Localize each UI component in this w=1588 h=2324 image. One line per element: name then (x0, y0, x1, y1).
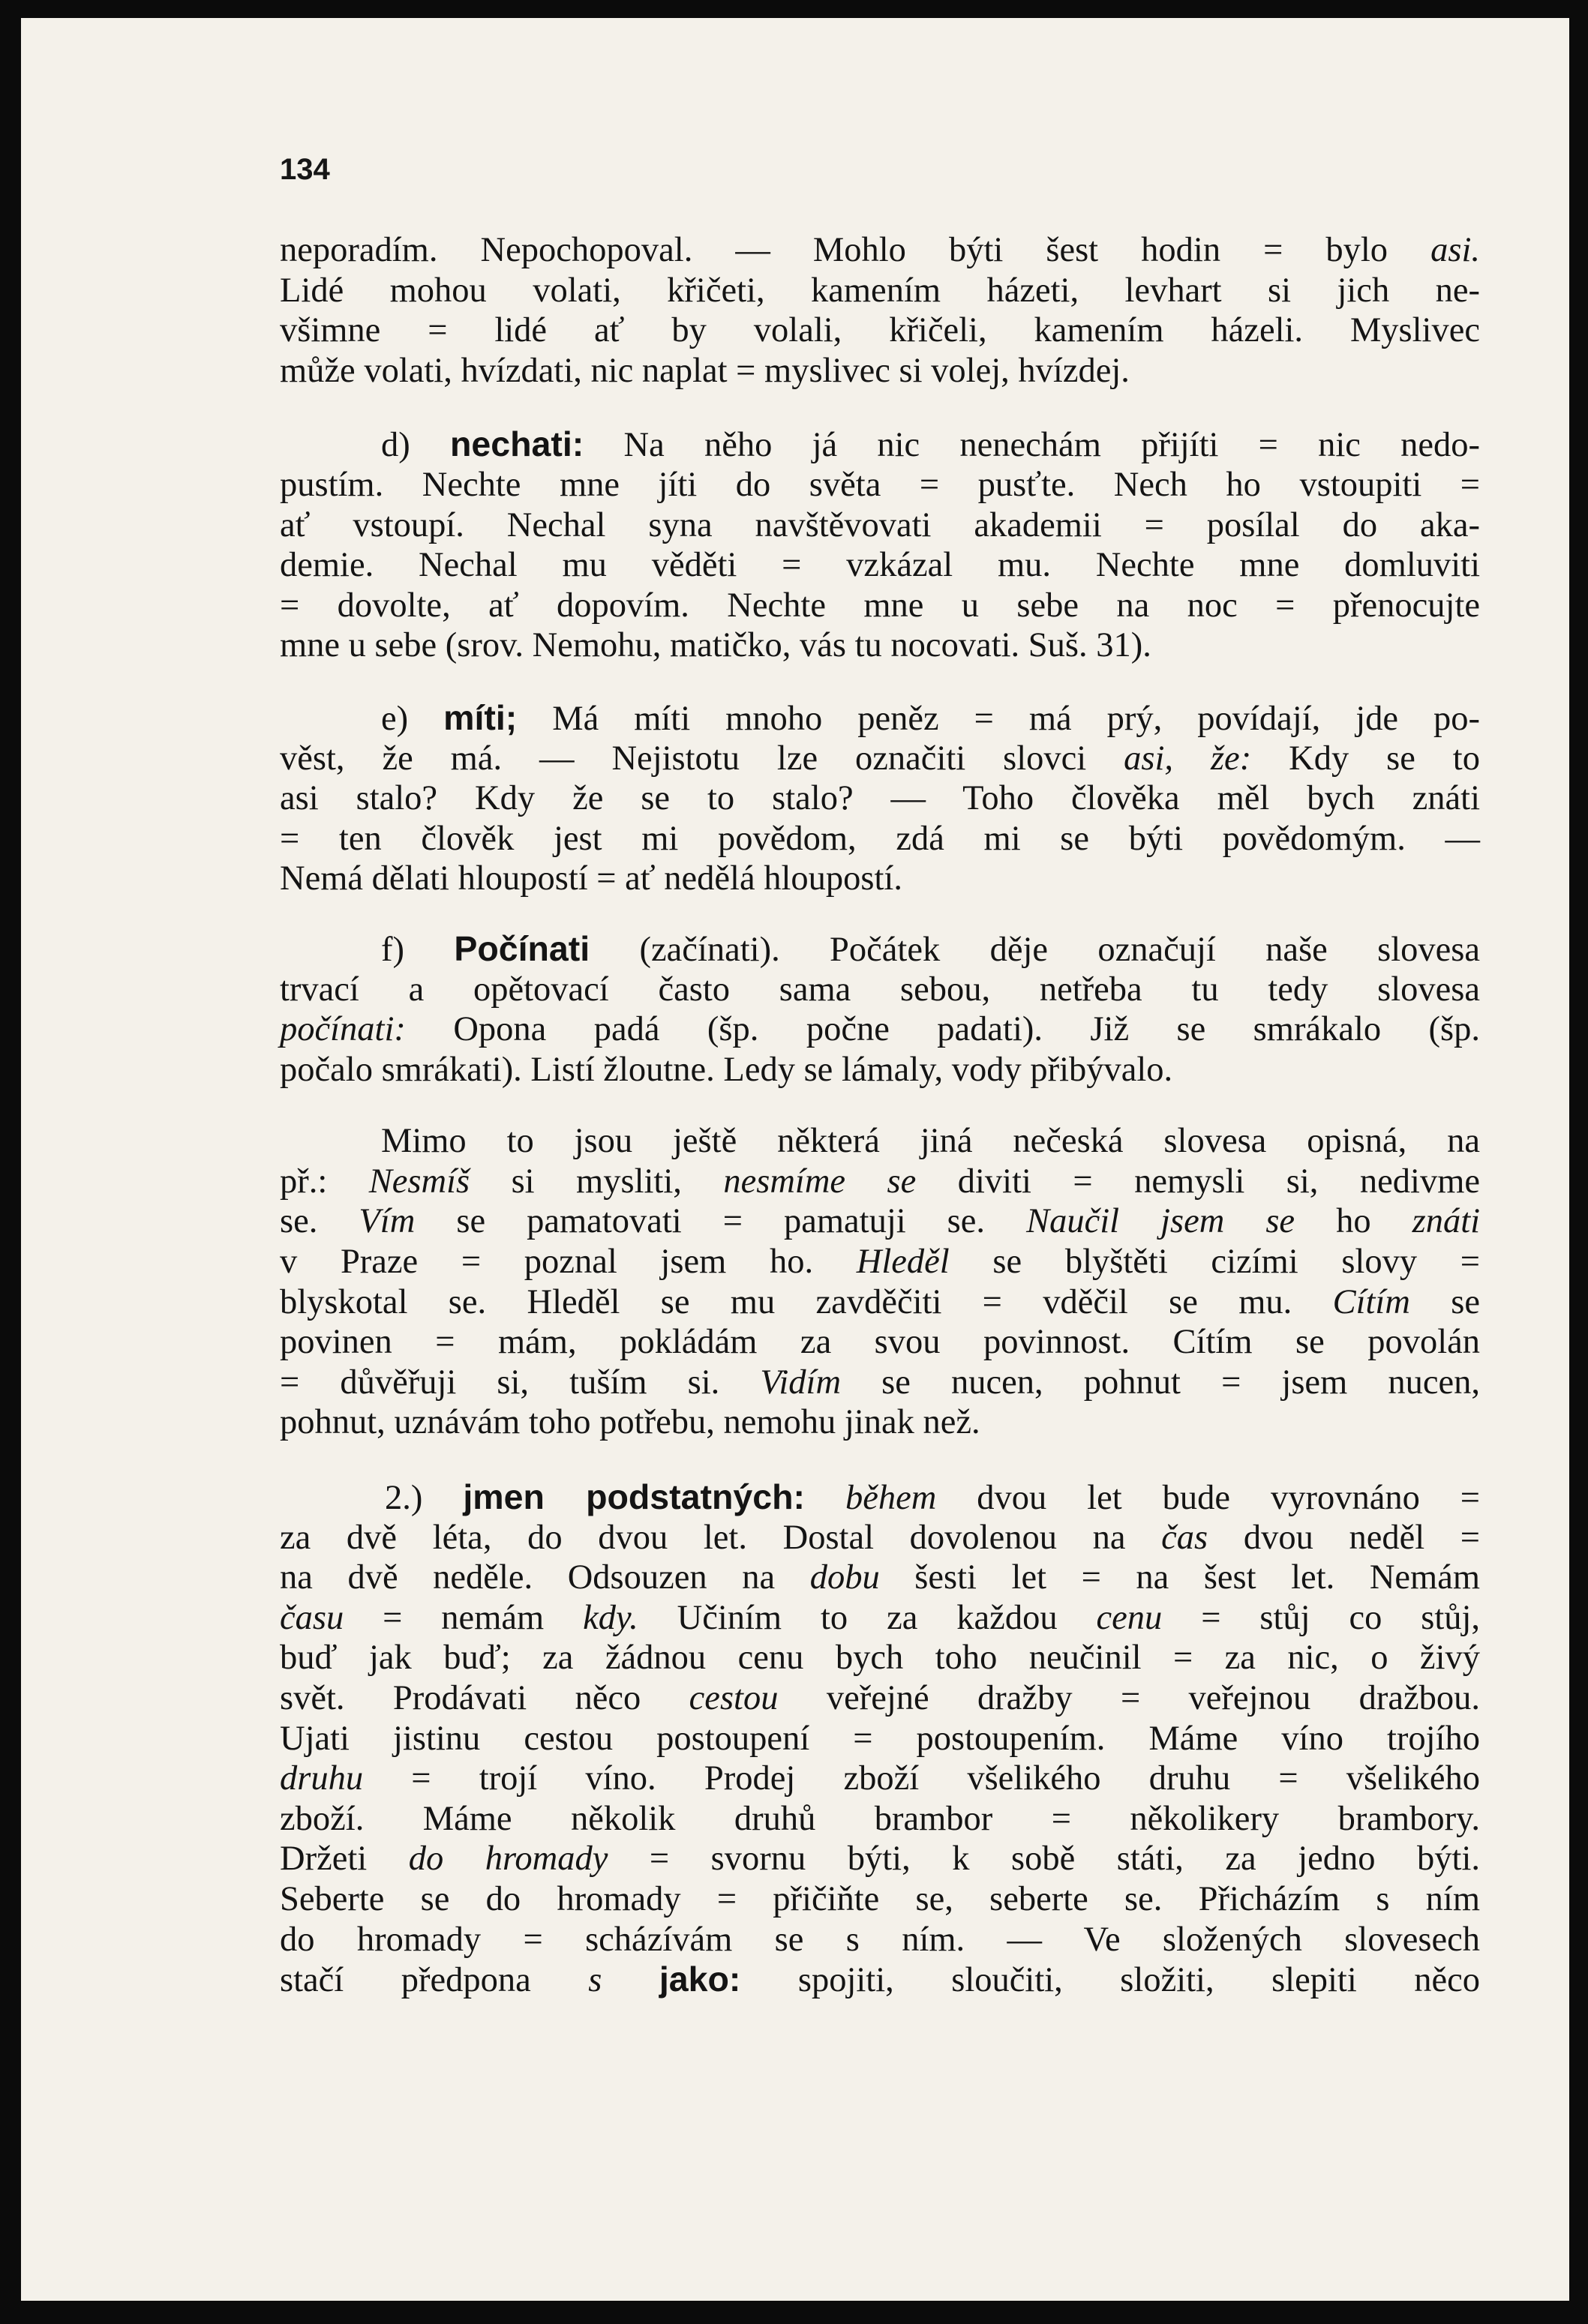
text-line: se. Vím se pamatovati = pamatuji se. Naučil jsem se ho znáti (280, 1202, 1481, 1241)
text-line: počalo smrákati). Listí žloutne. Ledy se lámaly, vody přibývalo. (280, 1050, 1173, 1089)
text-line: ať vstoupí. Nechal syna navštěvovati akademii = posílal do aka- (280, 505, 1480, 544)
example-word: Nesmíš (368, 1162, 470, 1201)
example-word: Hleděl (856, 1243, 950, 1282)
text-line: d) nechati: Na něho já nic nenechám přijíti = nic nedo- (381, 424, 1481, 465)
text-line: povinen = mám, pokládám za svou povinnost. Cítím se povolán (280, 1323, 1480, 1362)
paragraph-pocinati (280, 929, 1480, 1090)
text-line: může volati, hvízdati, nic naplat = myslivec si volej, hvízdej. (280, 351, 1130, 390)
text-line: demie. Nechal mu věděti = vzkázal mu. Nechte mne domluviti (280, 546, 1480, 585)
text-line: všimne = lidé ať by volali, křičeli, kamením házeli. Myslivec (280, 311, 1480, 350)
text-line: Ujati jistinu cestou postoupení = postoupením. Máme víno trojího (280, 1719, 1480, 1758)
text-line: pustím. Nechte mne jíti do světa = pusťte. Nech ho vstoupiti = (280, 465, 1480, 504)
example-word: asi, že: (1124, 739, 1252, 778)
text-line: mne u sebe (srov. Nemohu, matičko, vás tu nocovati. Suš. 31). (280, 626, 1151, 665)
section-heading: míti; (443, 697, 518, 737)
example-word: cestou (689, 1679, 779, 1717)
example-word: s (588, 1961, 602, 2000)
example-word: času (280, 1598, 344, 1637)
text-line: Lidé mohou volati, křičeti, kamením házeti, levhart si jich ne- (280, 271, 1480, 310)
example-word: druhu (280, 1759, 364, 1798)
text-line: e) míti; Má míti mnoho peněz = má prý, povídají, jde po- (381, 697, 1480, 738)
paragraph-jmen-podstatnych (280, 1477, 1480, 2000)
example-word: dobu (809, 1558, 880, 1597)
text-line: f) Počínati (začínati). Počátek děje označují naše slovesa (381, 928, 1481, 969)
text-line: druhu = trojí víno. Prodej zboží všelikého druhu = všelikého (280, 1759, 1481, 1798)
text-line: = dovolte, ať dopovím. Nechte mne u sebe na noc = přenocujte (280, 586, 1480, 625)
example-word: do hromady (408, 1840, 608, 1879)
page-body (280, 230, 1480, 2000)
example-word: kdy. (583, 1598, 638, 1637)
section-heading: jmen podstatných: (463, 1477, 806, 1517)
example-word: znáti (1412, 1202, 1481, 1241)
text-line: v Praze = poznal jsem ho. Hleděl se blyštěti cizími slovy = (280, 1243, 1480, 1282)
example-word: asi. (1430, 231, 1480, 269)
paragraph-miti (280, 698, 1480, 899)
text-line: př.: Nesmíš si mysliti, nesmíme se diviti = nemysli si, nedivme (280, 1162, 1480, 1201)
text-line: Nemá dělati hloupostí = ať nedělá hloupostí. (280, 859, 902, 898)
example-word: Vidím (760, 1363, 842, 1402)
text-line: asi stalo? Kdy že se to stalo? — Toho člověka měl bych znáti (280, 779, 1480, 818)
text-line: na dvě neděle. Odsouzen na dobu šesti let = na šest let. Nemám (280, 1558, 1481, 1597)
text-line: Držeti do hromady = svornu býti, k sobě státi, za jedno býti. (280, 1840, 1481, 1879)
paragraph-nechati (280, 424, 1480, 666)
text-line: Mimo to jsou ještě některá jiná nečeská slovesa opisná, na (381, 1122, 1480, 1161)
example-word: Vím (359, 1202, 416, 1241)
text-line: času = nemám kdy. Učiním to za každou cenu = stůj co stůj, (280, 1598, 1481, 1637)
paragraph-1 (280, 230, 1480, 391)
example-word: cenu (1096, 1598, 1163, 1637)
text-line: stačí předpona s jako: spojiti, sloučiti, složiti, slepiti něco (280, 1960, 1481, 2000)
example-word: počínati: (280, 1010, 406, 1049)
emphasis-word: jako: (659, 1960, 741, 1999)
text-line: zboží. Máme několik druhů brambor = několikery brambory. (280, 1799, 1480, 1838)
example-word: během (845, 1479, 937, 1518)
text-line: za dvě léta, do dvou let. Dostal dovolenou na čas dvou neděl = (280, 1518, 1481, 1557)
text-line: věst, že má. — Nejistotu lze označiti slovci asi, že: Kdy se to (280, 739, 1480, 778)
text-line: blyskotal se. Hleděl se mu zavděčiti = vděčil se mu. Cítím se (280, 1282, 1481, 1321)
text-line: svět. Prodávati něco cestou veřejné dražby = veřejnou dražbou. (280, 1679, 1481, 1717)
text-line: pohnut, uznávám toho potřebu, nemohu jinak než. (280, 1403, 980, 1442)
example-word: čas (1161, 1518, 1208, 1557)
text-line: neporadím. Nepochopoval. — Mohlo býti šest hodin = bylo asi. (280, 231, 1480, 269)
example-word: Naučil jsem se (1026, 1202, 1295, 1241)
text-line: trvací a opětovací často sama sebou, netřeba tu tedy slovesa (280, 970, 1480, 1009)
page-number: 134 (280, 153, 330, 186)
scanned-page (21, 18, 1569, 2301)
example-word: Cítím (1332, 1282, 1410, 1321)
text-line: = důvěřuji si, tuším si. Vidím se nucen, pohnut = jsem nucen, (280, 1363, 1481, 1402)
text-line: počínati: Opona padá (šp. počne padati). Již se smrákalo (šp. (280, 1010, 1481, 1049)
section-heading: Počínati (454, 928, 590, 968)
section-heading: nechati: (449, 424, 584, 464)
text-line: do hromady = scházívám se s ním. — Ve složených slovesech (280, 1920, 1480, 1959)
text-line: 2.) jmen podstatných: během dvou let bude vyrovnáno = (385, 1477, 1481, 1518)
text-line: buď jak buď; za žádnou cenu bych toho neučinil = za nic, o živý (280, 1639, 1480, 1678)
example-word: nesmíme se (723, 1162, 917, 1201)
text-line: Seberte se do hromady = přičiňte se, seberte se. Přicházím s ním (280, 1879, 1480, 1918)
text-line: = ten člověk jest mi povědom, zdá mi se býti povědomým. — (280, 819, 1480, 858)
paragraph-opisna-slovesa (280, 1121, 1480, 1443)
